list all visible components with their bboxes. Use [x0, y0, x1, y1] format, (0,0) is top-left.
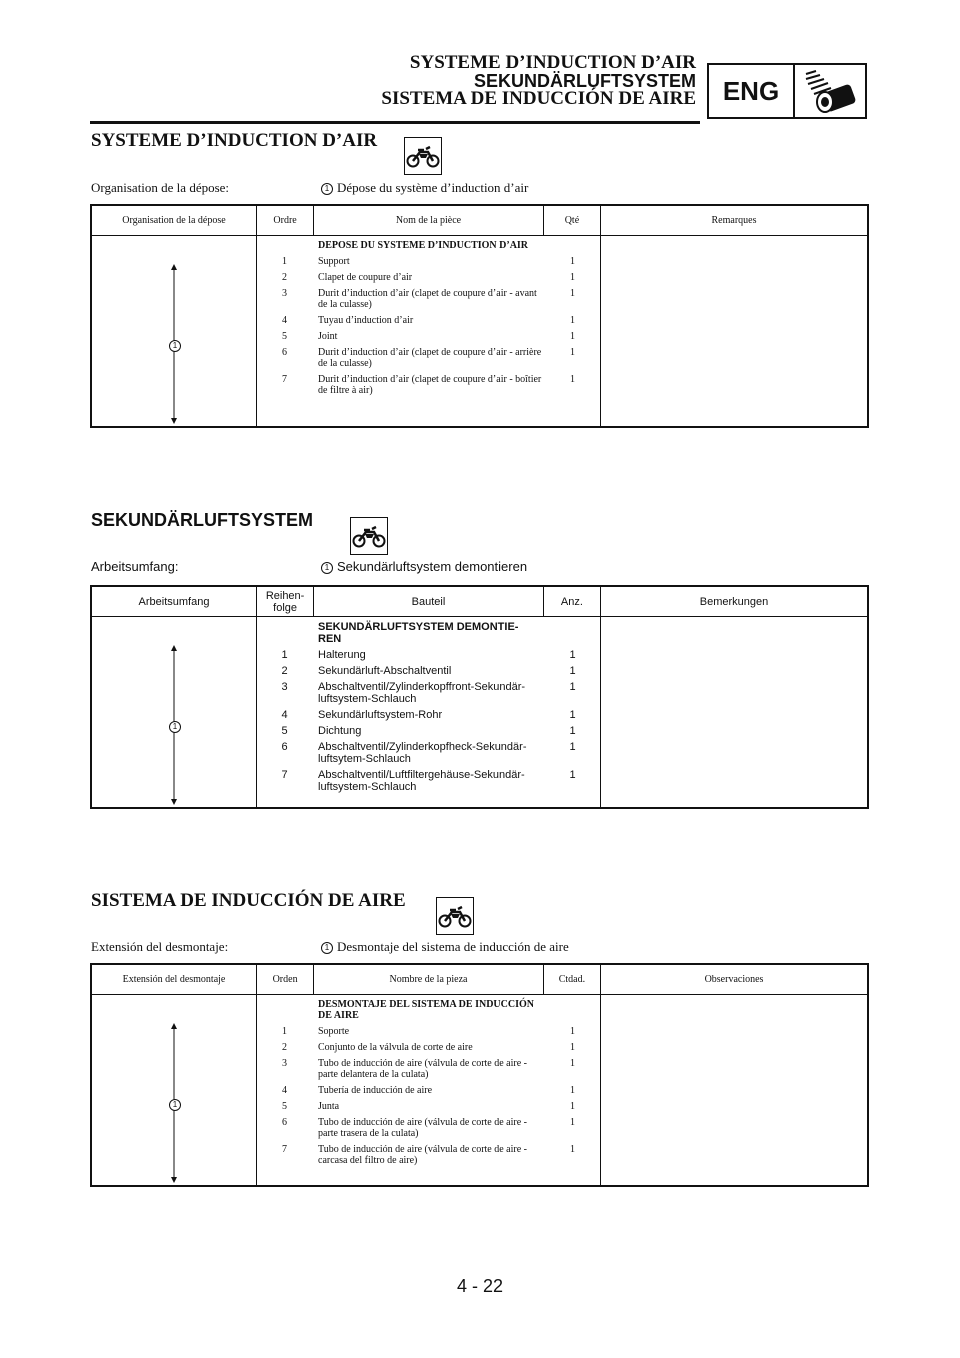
col-header: Bauteil [314, 586, 544, 617]
section-3-title: SISTEMA DE INDUCCIÓN DE AIRE [91, 890, 406, 911]
table-row: 7 Tubo de inducción de aire (válvula de corte de aire - carcasa del filtro de aire) 1 [282, 1144, 575, 1166]
col-header: Organisation de la dépose [91, 205, 257, 236]
table-row: 3 Tubo de inducción de aire (válvula de corte de aire - parte delantera de la culata) 1 [282, 1058, 575, 1080]
scope-marker: 1 [321, 183, 333, 195]
table-row: 2 Clapet de coupure d’air 1 [282, 272, 575, 283]
col-header: Remarques [601, 205, 869, 236]
motorcycle-icon [436, 897, 474, 935]
col-header: Arbeitsumfang [91, 586, 257, 617]
table-row: 6 Tubo de inducción de aire (válvula de corte de aire - parte trasera de la culata) 1 [282, 1117, 575, 1139]
scope-marker: 1 [321, 942, 333, 954]
table-row: 1 Halterung 1 [281, 649, 576, 661]
scope-value: Dépose du système d’induction d’air [337, 180, 529, 195]
col-header: Extensión del desmontaje [91, 964, 257, 995]
eng-label: ENG [709, 65, 795, 117]
scope-value: Desmontaje del sistema de inducción de aire [337, 939, 569, 954]
removal-heading: SEKUNDÄRLUFTSYSTEM DEMONTIE- REN [318, 621, 519, 645]
header-title-es: SISTEMA DE INDUCCIÓN DE AIRE [381, 88, 696, 109]
table-row: 2 Conjunto de la válvula de corte de aire 1 [282, 1042, 575, 1053]
scope-label: Organisation de la dépose: [91, 180, 230, 195]
parts-table-2 [90, 585, 869, 809]
col-header: Qté [543, 205, 600, 236]
group-arrow-icon [92, 617, 256, 807]
col-header: Bemerkungen [601, 586, 869, 617]
removal-heading: DESMONTAJE DEL SISTEMA DE INDUCCIÓN DE AIRE [318, 999, 534, 1021]
table-row: 6 Abschaltventil/Zylinderkopfheck-Sekundär- luftsytem-Schlauch 1 [281, 741, 576, 765]
table-row: 1 Soporte 1 [282, 1026, 575, 1037]
header-title-de: SEKUNDÄRLUFTSYSTEM [473, 71, 696, 91]
motorcycle-icon [404, 137, 442, 175]
table-row: 5 Joint 1 [282, 331, 575, 342]
motorcycle-icon [350, 517, 388, 555]
group-marker: 1 [169, 1099, 181, 1111]
table-row: 3 Abschaltventil/Zylinderkopffront-Sekundär- luftsystem-Schlauch 1 [281, 681, 576, 705]
scope-label: Extensión del desmontaje: [91, 939, 229, 954]
group-marker: 1 [169, 721, 181, 733]
table-row: 7 Abschaltventil/Luftfiltergehäuse-Sekundär- luftsystem-Schlauch 1 [281, 769, 576, 793]
parts-table-3 [90, 963, 869, 1187]
removal-heading: DEPOSE DU SYSTEME D’INDUCTION D’AIR [318, 240, 529, 251]
eng-badge [707, 63, 867, 119]
section-2-title: SEKUNDÄRLUFTSYSTEM [91, 510, 314, 530]
scope-value: Sekundärluftsystem demontieren [337, 559, 528, 574]
table-row: 4 Tubería de inducción de aire 1 [282, 1085, 575, 1096]
remarks-cell [601, 617, 869, 809]
group-arrow-icon [92, 236, 256, 426]
table-row: 3 Durit d’induction d’air (clapet de coupure d’air - avant de la culasse) 1 [282, 288, 575, 310]
table-row: 1 Support 1 [282, 256, 575, 267]
table-row: 2 Sekundärluft-Abschaltventil 1 [281, 665, 576, 677]
col-header: Reihen- folge [257, 586, 314, 617]
remarks-cell [601, 236, 869, 428]
engine-spring-icon [795, 65, 865, 117]
scope-label: Arbeitsumfang: [91, 559, 179, 574]
section-1-title: SYSTEME D’INDUCTION D’AIR [91, 130, 378, 151]
table-row: 4 Sekundärluftsystem-Rohr 1 [281, 709, 576, 721]
header-titles [381, 54, 696, 108]
table-row: 7 Durit d’induction d’air (clapet de coupure d’air - boîtier de filtre à air) 1 [282, 374, 575, 396]
col-header: Orden [257, 964, 314, 995]
table-row: 5 Junta 1 [282, 1101, 575, 1112]
group-arrow-icon [92, 995, 256, 1185]
parts-table-1 [90, 204, 869, 428]
page-number: 4 - 22 [456, 1276, 504, 1296]
col-header: Ordre [257, 205, 314, 236]
table-row: 5 Dichtung 1 [281, 725, 576, 737]
group-arrow-cell [91, 617, 257, 809]
table-row: 6 Durit d’induction d’air (clapet de coupure d’air - arrière de la culasse) 1 [282, 347, 575, 369]
group-arrow-cell [91, 995, 257, 1187]
table-row: 4 Tuyau d’induction d’air 1 [282, 315, 575, 326]
group-arrow-cell [91, 236, 257, 428]
col-header: Anz. [543, 586, 600, 617]
col-header: Nombre de la pieza [314, 964, 544, 995]
col-header: Nom de la pièce [314, 205, 544, 236]
scope-marker: 1 [321, 562, 333, 574]
remarks-cell [601, 995, 869, 1187]
header-rule [90, 121, 700, 124]
col-header: Ctdad. [543, 964, 600, 995]
header-title-fr: SYSTEME D’INDUCTION D’AIR [409, 52, 696, 73]
group-marker: 1 [169, 340, 181, 352]
col-header: Observaciones [601, 964, 869, 995]
